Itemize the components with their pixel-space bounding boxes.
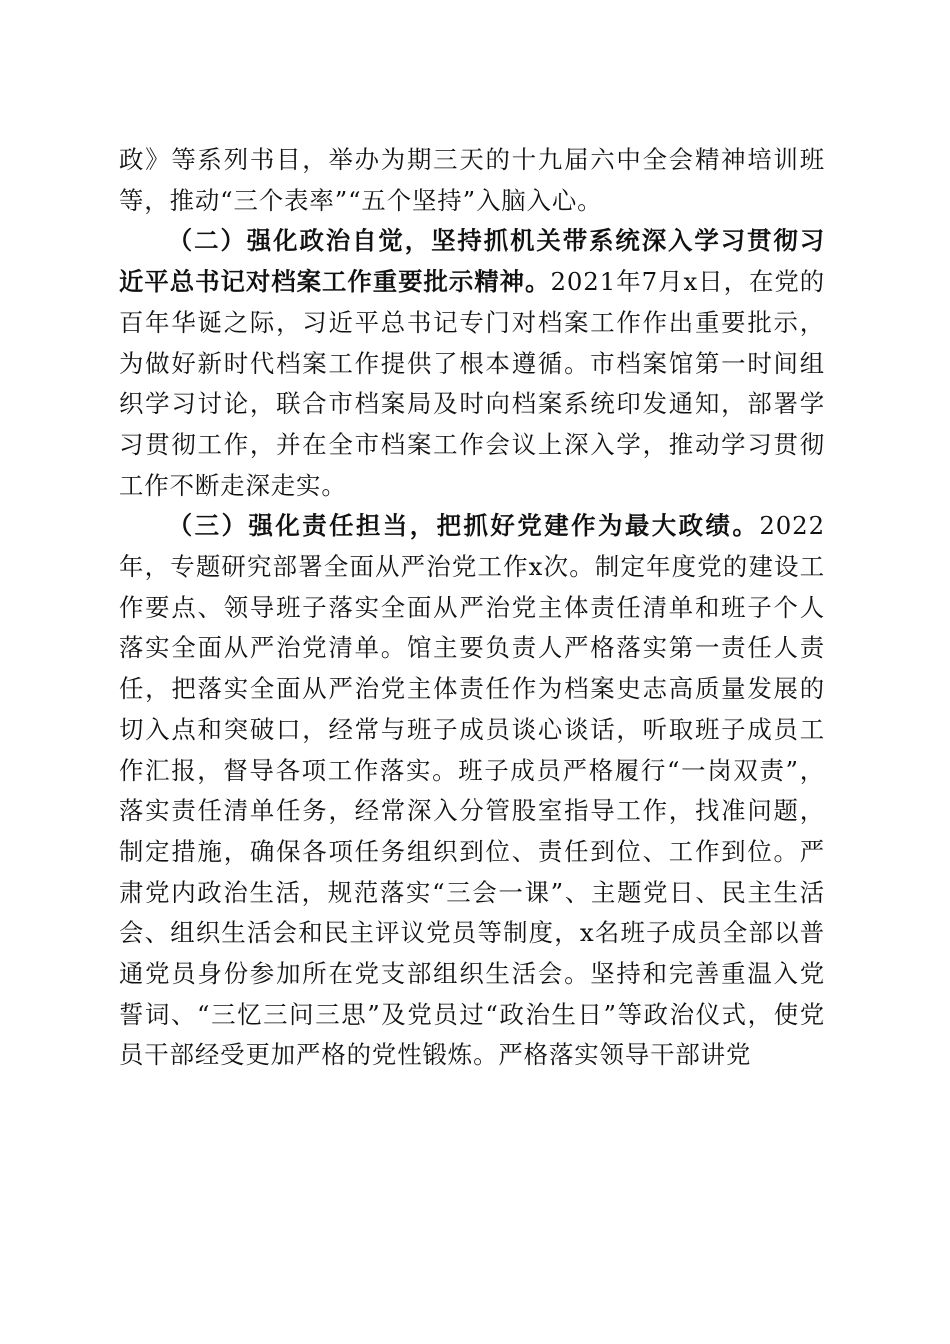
paragraph-body: 2021年7月x日，在党的百年华诞之际，习近平总书记专门对档案工作作出重要批示，为做好新时代档案工作提供了根本遵循。市档案馆第一时间组织学习讨论，联合市档案局及时向档案系统印发通知，部署学习贯彻工作，并在全市档案工作会议上深入学，推动学习贯彻工作不断走深走实。 [119,267,826,500]
paragraph-continuation [119,140,825,221]
paragraph-heading: （二）强化政治自觉，坚持抓机关带系统深入学习贯彻习近平总书记对档案工作重要批示精神。 [119,226,825,297]
paragraph-heading: （三）强化责任担当，把抓好党建作为最大政绩。 [167,511,760,541]
paragraph-body: 政》等系列书目，举办为期三天的十九届六中全会精神培训班等，推动“三个表率”“五个坚持”入脑入心。 [119,145,825,215]
document-body [119,140,825,1076]
paragraph-body: 2022年，专题研究部署全面从严治党工作x次。制定年度党的建设工作要点、领导班子落实全面从严治党主体责任清单和班子个人落实全面从严治党清单。馆主要负责人严格落实第一责任人责任，把落实全面从严治党主体责任作为档案史志高质量发展的切入点和突破口，经常与班子成员谈心谈话，听取班子成员工作汇报，督导各项工作落实。班子成员严格履行“一岗双责”，落实责任清单任务，经常深入分管股室指导工作，找准问题，制定措施，确保各项任务组织到位、责任到位、工作到位。严肃党内政治生活，规范落实“三会一课”、主题党日、民主生活会、组织生活会和民主评议党员等制度，x名班子成员全部以普通党员身份参加所在党支部组织生活会。坚持和完善重温入党誓词、“三忆三问三思”及党员过“政治生日”等政治仪式，使党员干部经受更加严格的党性锻炼。严格落实领导干部讲党 [119,511,825,1070]
paragraph-section-two [119,221,825,506]
paragraph-section-three [119,506,825,1076]
